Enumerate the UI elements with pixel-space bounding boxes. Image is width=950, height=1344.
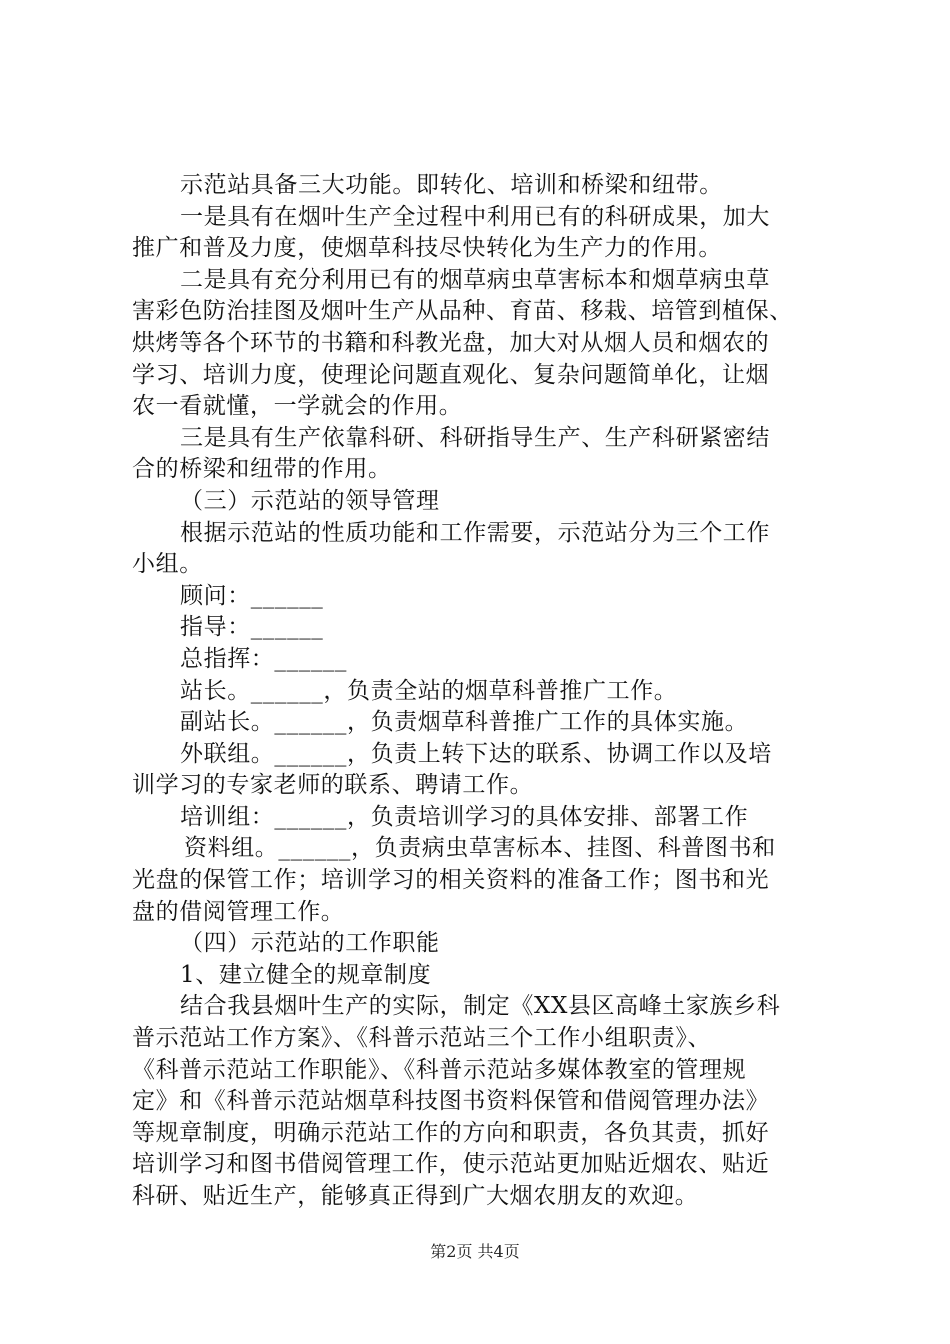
text-line: 小组。 [132, 551, 203, 578]
text-line: 二是具有充分利用已有的烟草病虫草害标本和烟草病虫草 [180, 266, 770, 293]
subsection-heading: 1、建立健全的规章制度 [180, 961, 432, 988]
text-line: 推广和普及力度，使烟草科技尽快转化为生产力的作用。 [132, 235, 722, 262]
text-line: 三是具有生产依靠科研、科研指导生产、生产科研紧密结 [180, 424, 770, 451]
text-line: 烘烤等各个环节的书籍和科教光盘，加大对从烟人员和烟农的 [132, 329, 770, 356]
page-footer [0, 1240, 950, 1264]
text-line: 《科普示范站工作职能》、《科普示范站多媒体教室的管理规 [132, 1056, 747, 1083]
text-line: 一是具有在烟叶生产全过程中利用已有的科研成果，加大 [180, 203, 770, 230]
text-line: 根据示范站的性质功能和工作需要，示范站分为三个工作 [180, 519, 770, 546]
text-line: 合的桥梁和纽带的作用。 [132, 456, 392, 483]
document-body [132, 170, 862, 1213]
text-line: 学习、培训力度，使理论问题直观化、复杂问题简单化，让烟 [132, 361, 770, 388]
text-line: 指导：______ [180, 614, 324, 641]
text-line: 培训学习和图书借阅管理工作，使示范站更加贴近烟农、贴近 [132, 1151, 770, 1178]
text-line: 结合我县烟叶生产的实际，制定《XX县区高峰土家族乡科 [180, 993, 781, 1020]
text-line: 定》和《科普示范站烟草科技图书资料保管和借阅管理办法》 [132, 1088, 770, 1115]
text-line: 光盘的保管工作；培训学习的相关资料的准备工作；图书和光 [132, 867, 770, 894]
text-line: 示范站具备三大功能。即转化、培训和桥梁和纽带。 [180, 172, 723, 198]
text-line: 资料组。______，负责病虫草害标本、挂图、科普图书和 [184, 835, 776, 862]
text-line: 总指挥：______ [180, 645, 347, 672]
text-line: 普示范站工作方案》、《科普示范站三个工作小组职责》、 [132, 1025, 712, 1052]
text-line: 顾问：______ [180, 582, 324, 609]
text-line: 农一看就懂，一学就会的作用。 [132, 393, 463, 420]
section-heading-3: （三）示范站的领导管理 [180, 487, 440, 514]
text-line: 等规章制度，明确示范站工作的方向和职责，各负其责，抓好 [132, 1119, 770, 1146]
text-line: 盘的借阅管理工作。 [132, 898, 345, 925]
text-line: 副站长。______，负责烟草科普推广工作的具体实施。 [180, 709, 749, 736]
text-line: 害彩色防治挂图及烟叶生产从品种、育苗、移栽、培管到植保、 [132, 298, 793, 325]
text-line: 站长。______，负责全站的烟草科普推广工作。 [180, 677, 678, 704]
text-line: 外联组。______，负责上转下达的联系、协调工作以及培 [180, 740, 772, 767]
text-line: 培训组：______，负责培训学习的具体安排、部署工作 [180, 803, 749, 830]
section-heading-4: （四）示范站的工作职能 [180, 930, 440, 957]
page-number: 第2页 共4页 [430, 1242, 520, 1261]
text-line: 训学习的专家老师的联系、聘请工作。 [132, 772, 534, 799]
text-line: 科研、贴近生产，能够真正得到广大烟农朋友的欢迎。 [132, 1183, 699, 1209]
